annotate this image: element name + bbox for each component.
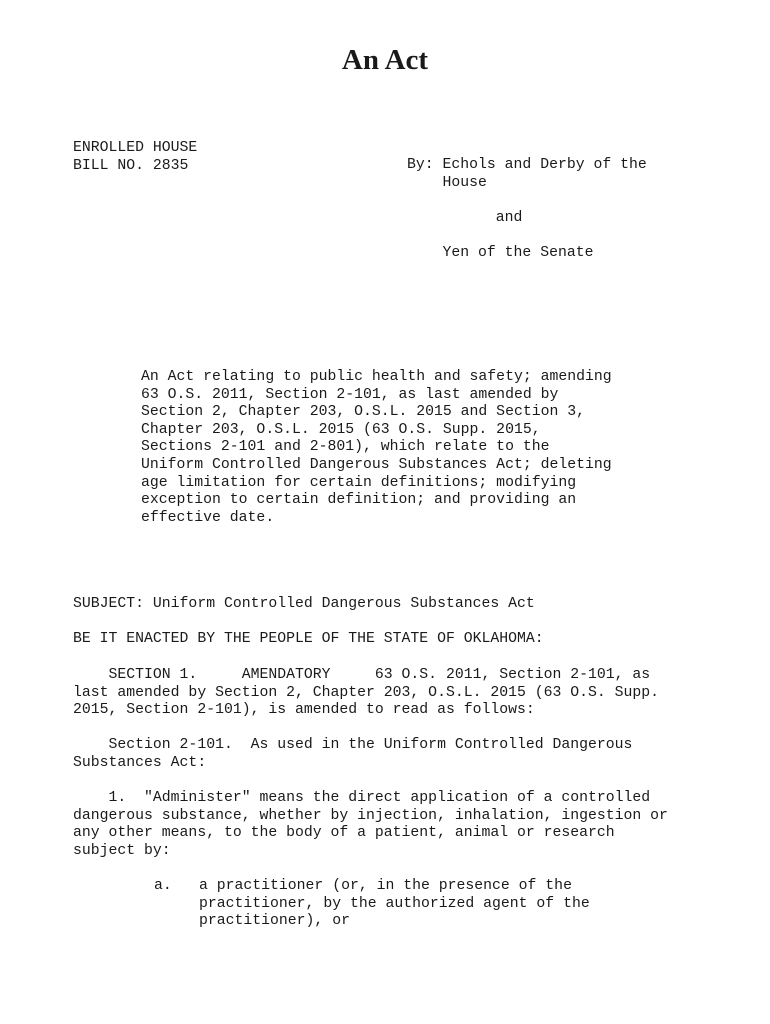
sponsors-block: By: Echols and Derby of the House and Yen of the Senate bbox=[407, 157, 647, 261]
bill-number-block bbox=[73, 140, 197, 175]
list-item-a-text: a practitioner (or, in the presence of the practitioner, by the authorized agent of the practitioner), or bbox=[199, 878, 590, 930]
list-item-marker-a: a. bbox=[154, 878, 172, 894]
document-title: An Act bbox=[341, 44, 429, 76]
subject-line: SUBJECT: Uniform Controlled Dangerous Substances Act bbox=[73, 596, 535, 612]
section-2-101-intro: Section 2-101. As used in the Uniform Controlled Dangerous Substances Act: bbox=[73, 737, 633, 771]
bill-line-2: BILL NO. 2835 bbox=[73, 157, 189, 174]
bill-line-1: ENROLLED HOUSE bbox=[73, 140, 198, 156]
act-synopsis: An Act relating to public health and safety; amending 63 O.S. 2011, Section 2-101, as last amended by Section 2, Chapter 203, O.S.L. 2015 and Section 3, Chapter 203, O.S.L. 2015 (63 O.S. Supp. 2015, Sections 2-101 and 2-801), which relate to the Uniform Controlled Dangerous Substances Act; deleting age limitation for certain definitions; modifying exception to certain definition; and providing an effective date. bbox=[141, 369, 612, 526]
definition-paragraph-1: 1. "Administer" means the direct application of a controlled dangerous substance, whether by injection, inhalation, ingestion or any other means, to the body of a patient, animal or research subject by: bbox=[73, 790, 668, 859]
enacting-clause: BE IT ENACTED BY THE PEOPLE OF THE STATE OF OKLAHOMA: bbox=[73, 631, 544, 647]
section-1-paragraph: SECTION 1. AMENDATORY 63 O.S. 2011, Section 2-101, as last amended by Section 2, Chapter 203, O.S.L. 2015 (63 O.S. Supp. 2015, Section 2-101), is amended to read as follows: bbox=[73, 667, 660, 719]
